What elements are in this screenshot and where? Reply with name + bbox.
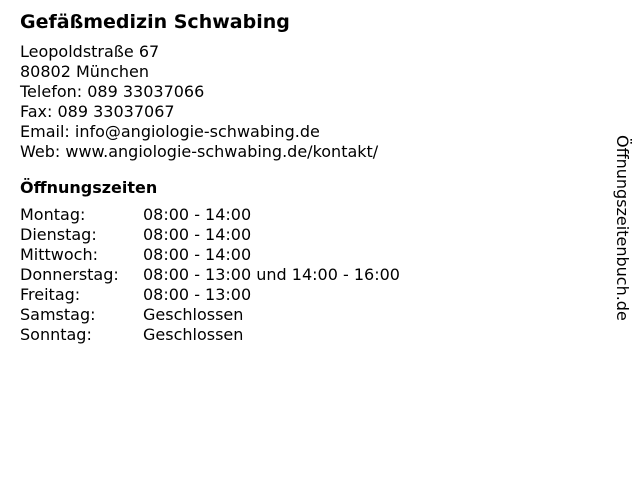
phone-line[interactable]: Telefon: 089 33037066 (20, 82, 205, 101)
day-label: Montag: (20, 205, 86, 224)
day-label: Donnerstag: (20, 265, 119, 284)
side-brand-link[interactable]: Öffnungszeitenbuch.de (613, 135, 632, 321)
business-title: Gefäßmedizin Schwabing (20, 11, 290, 33)
hours-row-sunday (20, 325, 400, 345)
time-value: Geschlossen (143, 305, 244, 324)
day-label: Samstag: (20, 305, 96, 324)
time-value: 08:00 - 14:00 (143, 245, 252, 264)
hours-row-tuesday (20, 225, 400, 245)
time-value: 08:00 - 14:00 (143, 225, 252, 244)
day-label: Freitag: (20, 285, 81, 304)
street-line: Leopoldstraße 67 (20, 42, 160, 61)
time-value: 08:00 - 13:00 und 14:00 - 16:00 (143, 265, 400, 284)
day-label: Sonntag: (20, 325, 92, 344)
business-card (20, 10, 600, 345)
hours-row-wednesday (20, 245, 400, 265)
city-line: 80802 München (20, 62, 149, 81)
time-value: 08:00 - 14:00 (143, 205, 252, 224)
hours-heading: Öffnungszeiten (20, 178, 158, 197)
time-value: 08:00 - 13:00 (143, 285, 252, 304)
day-label: Mittwoch: (20, 245, 98, 264)
hours-row-thursday (20, 265, 400, 285)
email-line[interactable]: Email: info@angiologie-schwabing.de (20, 122, 320, 141)
hours-row-friday (20, 285, 400, 305)
time-value: Geschlossen (143, 325, 244, 344)
day-label: Dienstag: (20, 225, 97, 244)
opening-hours-table (20, 205, 400, 345)
hours-row-saturday (20, 305, 400, 325)
address-block (20, 42, 600, 162)
hours-row-monday (20, 205, 400, 225)
fax-line: Fax: 089 33037067 (20, 102, 175, 121)
web-line[interactable]: Web: www.angiologie-schwabing.de/kontakt/ (20, 142, 379, 161)
